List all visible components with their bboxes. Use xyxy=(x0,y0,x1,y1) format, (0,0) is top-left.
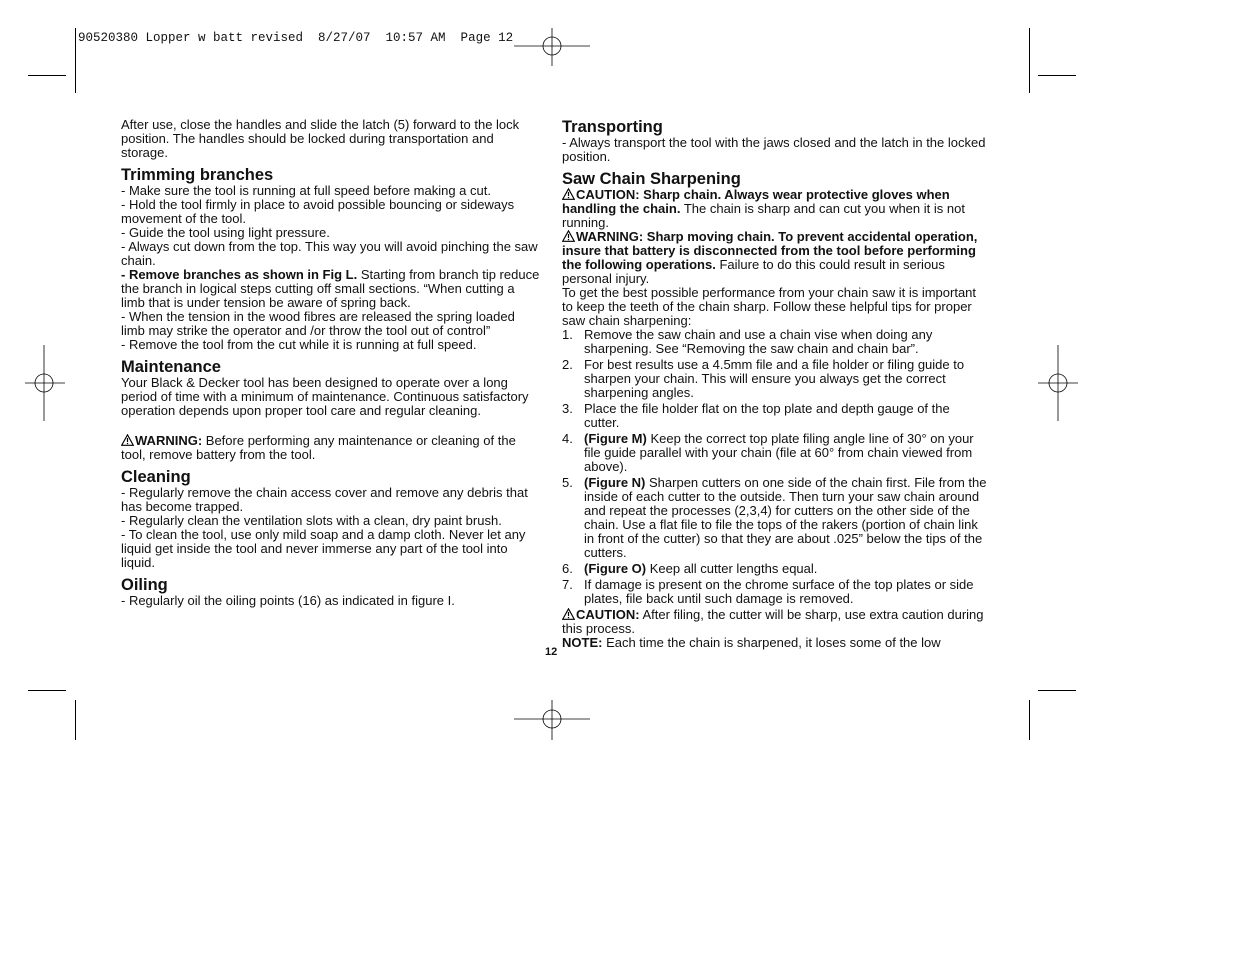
caution-paragraph: CAUTION: After filing, the cutter will be sharp, use extra caution during this process. xyxy=(562,607,984,636)
list-item: - Remove branches as shown in Fig L. Starting from branch tip reduce the branch in logical steps cutting off small sections. “When cutting a limb that is under tension be aware of spring back. xyxy=(121,267,540,310)
crop-mark xyxy=(1029,700,1030,740)
caution-triangle-icon xyxy=(562,608,575,620)
list-item: - Guide the tool using light pressure. xyxy=(121,225,330,240)
list-item: - Regularly remove the chain access cover and remove any debris that has become trapped. xyxy=(121,485,528,514)
registration-mark-icon xyxy=(514,700,590,740)
registration-mark-icon xyxy=(514,28,590,68)
list-item: - Make sure the tool is running at full speed before making a cut. xyxy=(121,183,491,198)
print-slug-line: 90520380 Lopper w batt revised 8/27/07 10:57 AM Page 12 xyxy=(78,31,514,45)
list-number: 3. xyxy=(562,401,573,416)
list-item: - When the tension in the wood fibres are released the spring loaded limb may strike the operator and /or throw the tool out of control” xyxy=(121,309,515,338)
crop-mark xyxy=(1038,690,1076,691)
step-text: If damage is present on the chrome surface of the top plates or side plates, file back until such damage is removed. xyxy=(584,577,974,606)
maintenance-paragraph: Your Black & Decker tool has been designed to operate over a long period of time with a minimum of maintenance. Continuous satisfactory operation depends upon proper tool care and regular cleaning. xyxy=(121,375,529,418)
sharpening-steps-list xyxy=(562,328,987,606)
note-paragraph: NOTE: Each time the chain is sharpened, it loses some of the low xyxy=(562,635,941,650)
list-number: 2. xyxy=(562,357,573,372)
heading-oiling: Oiling xyxy=(121,576,168,594)
list-item xyxy=(562,358,987,400)
heading-cleaning: Cleaning xyxy=(121,468,191,486)
heading-saw-chain-sharpening: Saw Chain Sharpening xyxy=(562,170,741,188)
heading-maintenance: Maintenance xyxy=(121,358,221,376)
step-text: Place the file holder flat on the top plate and depth gauge of the cutter. xyxy=(584,401,950,430)
registration-mark-icon xyxy=(25,345,65,421)
list-item xyxy=(562,402,987,430)
bold-instruction: - Remove branches as shown in Fig L. xyxy=(121,267,358,282)
list-item xyxy=(562,328,987,356)
caution-triangle-icon xyxy=(562,188,575,200)
list-item: - Remove the tool from the cut while it is running at full speed. xyxy=(121,337,477,352)
warning-triangle-icon xyxy=(121,434,134,446)
warning-paragraph: WARNING: Before performing any maintenance or cleaning of the tool, remove battery from the tool. xyxy=(121,433,516,462)
figure-reference: (Figure O) xyxy=(584,561,647,576)
list-item xyxy=(562,578,987,606)
list-number: 6. xyxy=(562,561,573,576)
step-text: Keep all cutter lengths equal. xyxy=(646,561,818,576)
list-number: 7. xyxy=(562,577,573,592)
warning-paragraph: WARNING: Sharp moving chain. To prevent accidental operation, insure that battery is disconnected from the tool before performing the following operations. Failure to do this could result in serious personal injury. xyxy=(562,229,978,286)
crop-mark xyxy=(1038,75,1076,76)
heading-trimming: Trimming branches xyxy=(121,166,274,184)
figure-reference: (Figure N) xyxy=(584,475,646,490)
crop-mark xyxy=(75,28,76,93)
list-item xyxy=(562,476,987,560)
intro-paragraph: After use, close the handles and slide the latch (5) forward to the lock position. The handles should be locked during transportation and storage. xyxy=(121,117,520,160)
step-text: Sharpen cutters on one side of the chain first. File from the inside of each cutter to the outside. Then turn your saw chain around and repeat the processes (2,3,4) for cutters on the other side of the chain. Use a flat file to file the tops of the rakers (portion of chain link in front of the cutter) so that they are about .025” below the tips of the cutters. xyxy=(584,475,987,560)
list-item: - To clean the tool, use only mild soap and a damp cloth. Never let any liquid get inside the tool and never immerse any part of the tool into liquid. xyxy=(121,527,526,570)
list-item: - Regularly oil the oiling points (16) as indicated in figure I. xyxy=(121,593,455,608)
crop-mark xyxy=(75,700,76,740)
registration-mark-icon xyxy=(1038,345,1078,421)
list-number: 5. xyxy=(562,475,573,490)
list-number: 1. xyxy=(562,327,573,342)
warning-triangle-icon xyxy=(562,230,575,242)
step-text: Keep the correct top plate filing angle line of 30° on your file guide parallel with your chain (file at 60° from chain viewed from above). xyxy=(584,431,974,474)
list-item xyxy=(562,432,987,474)
crop-mark xyxy=(1029,28,1030,93)
step-text: Remove the saw chain and use a chain vise when doing any sharpening. See “Removing the saw chain and chain bar”. xyxy=(584,327,933,356)
page-number: 12 xyxy=(545,646,558,658)
crop-mark xyxy=(28,75,66,76)
list-item: - Hold the tool firmly in place to avoid possible bouncing or sideways movement of the tool. xyxy=(121,197,515,226)
sharpening-intro: To get the best possible performance from your chain saw it is important to keep the teeth of the chain sharp. Follow these helpful tips for proper saw chain sharpening: xyxy=(562,285,977,328)
heading-transporting: Transporting xyxy=(562,118,663,136)
figure-reference: (Figure M) xyxy=(584,431,647,446)
right-column xyxy=(562,118,987,650)
left-column xyxy=(121,118,541,608)
caution-paragraph: CAUTION: Sharp chain. Always wear protective gloves when handling the chain. The chain is sharp and can cut you when it is not running. xyxy=(562,187,965,230)
list-item: - Always transport the tool with the jaws closed and the latch in the locked position. xyxy=(562,135,986,164)
list-item: - Regularly clean the ventilation slots with a clean, dry paint brush. xyxy=(121,513,502,528)
crop-mark xyxy=(28,690,66,691)
list-item: - Always cut down from the top. This way you will avoid pinching the saw chain. xyxy=(121,239,538,268)
list-number: 4. xyxy=(562,431,573,446)
step-text: For best results use a 4.5mm file and a file holder or filing guide to sharpen your chain. This will ensure you always get the correct sharpening angles. xyxy=(584,357,965,400)
list-item xyxy=(562,562,987,576)
